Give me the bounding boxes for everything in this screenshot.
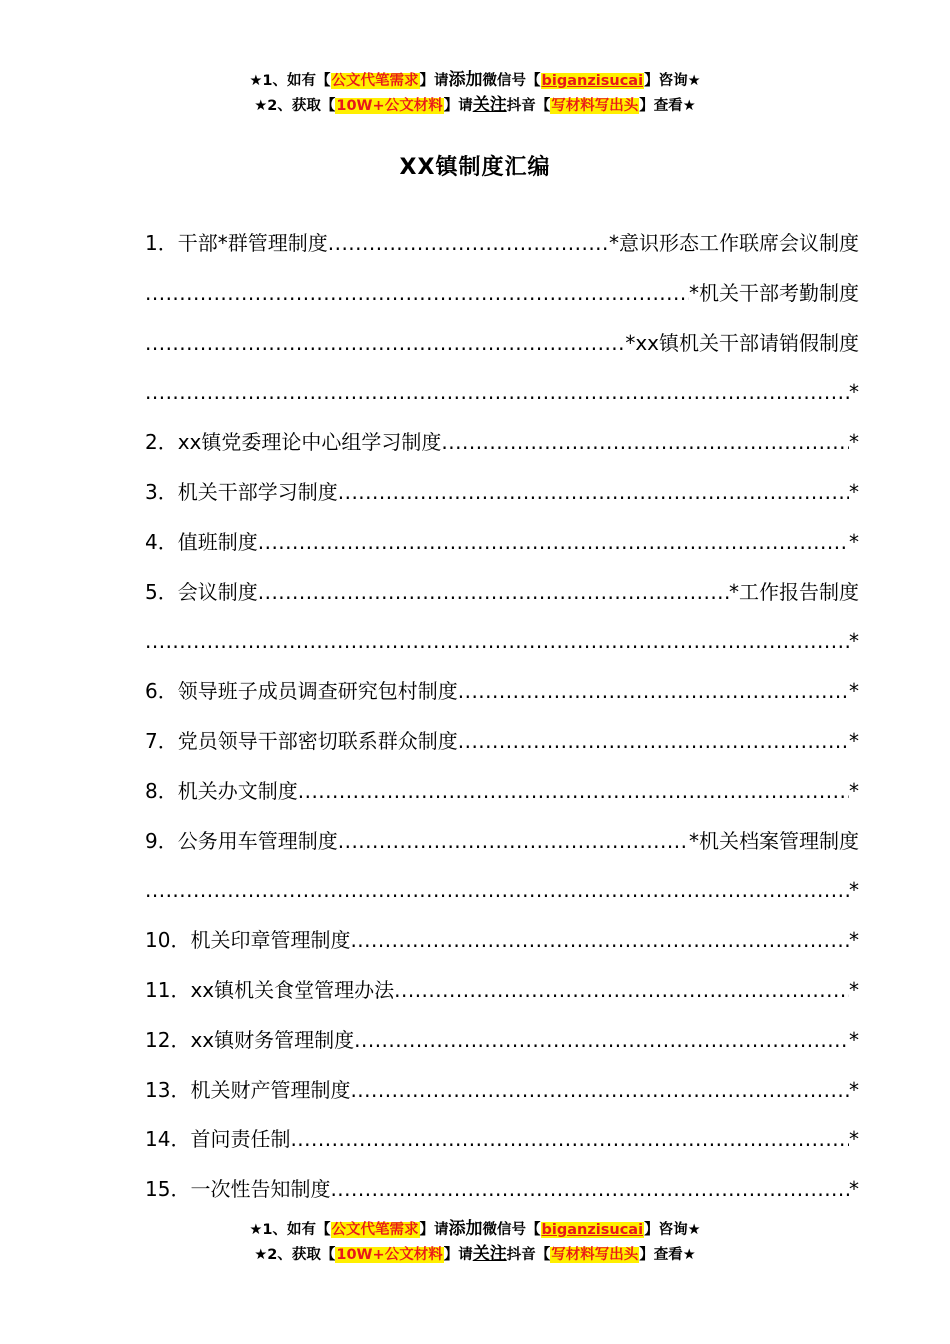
toc-label: 7．党员领导干部密切联系群众制度 <box>145 728 458 753</box>
toc-row <box>145 866 859 916</box>
toc-label: 5．会议制度 <box>145 579 258 604</box>
banner-text: 】咨询★ <box>644 73 701 89</box>
banner-text: 】请 <box>443 1247 473 1263</box>
toc-row <box>145 468 859 518</box>
toc-leader-dots <box>145 269 689 319</box>
toc-leader-dots <box>328 219 609 269</box>
toc-row <box>145 817 859 867</box>
toc-tail: * <box>849 778 859 803</box>
toc-leader-dots <box>290 1115 849 1165</box>
toc-label: 12．xx镇财务管理制度 <box>145 1027 355 1052</box>
toc-row <box>145 966 859 1016</box>
toc-row <box>145 916 859 966</box>
banner-text: 微信号【 <box>482 73 541 89</box>
banner-text: 】咨询★ <box>644 1222 701 1238</box>
toc-leader-dots <box>350 1066 849 1116</box>
toc-label: 8．机关办文制度 <box>145 778 298 803</box>
toc-tail: * <box>849 1077 859 1102</box>
toc-tail: *机关干部考勤制度 <box>689 280 859 305</box>
banner-highlight: 公文代笔需求 <box>331 1222 419 1238</box>
toc-row <box>145 319 859 369</box>
banner-text: 微信号【 <box>482 1222 541 1238</box>
banner-text: 】查看★ <box>639 1247 696 1263</box>
toc-row <box>145 219 859 269</box>
toc-tail: * <box>849 977 859 1002</box>
toc-tail: * <box>849 629 859 654</box>
toc-leader-dots <box>258 518 849 568</box>
toc-tail: *意识形态工作联席会议制度 <box>609 231 859 255</box>
toc-tail: *工作报告制度 <box>729 579 859 604</box>
banner-highlight: biganzisucai <box>541 1222 644 1238</box>
banner-text: ★1、如有【 <box>249 73 331 89</box>
document-title: XX镇制度汇编 <box>399 155 551 180</box>
toc-label: 14．首问责任制 <box>145 1127 291 1152</box>
top-banner <box>0 68 950 118</box>
toc-tail: * <box>849 928 859 953</box>
toc-row <box>145 269 859 319</box>
toc-leader-dots <box>145 368 849 418</box>
banner-emphasis: 关注 <box>472 1244 507 1264</box>
toc-row <box>145 1066 859 1116</box>
toc-label: 9．公务用车管理制度 <box>145 828 338 853</box>
toc-row <box>145 617 859 667</box>
toc-leader-dots <box>298 767 849 817</box>
toc-label: 3．机关干部学习制度 <box>145 479 338 504</box>
toc-row <box>145 368 859 418</box>
toc-tail: *机关档案管理制度 <box>689 828 859 853</box>
toc-tail: * <box>849 430 859 455</box>
toc-row <box>145 667 859 717</box>
banner-text: 抖音【 <box>506 98 551 114</box>
toc-tail: * <box>849 479 859 504</box>
toc-leader-dots <box>354 1016 849 1066</box>
toc-leader-dots <box>394 966 849 1016</box>
toc-leader-dots <box>350 916 849 966</box>
toc-tail: *xx镇机关干部请销假制度 <box>625 330 859 355</box>
bottom-banner <box>0 1217 950 1267</box>
toc-label: 13．机关财产管理制度 <box>145 1077 351 1102</box>
banner-text: ★2、获取【 <box>254 98 336 114</box>
toc-label: 4．值班制度 <box>145 529 258 554</box>
toc-label: 1．干部*群管理制度 <box>145 231 328 255</box>
banner-emphasis: 添加 <box>448 1219 483 1239</box>
banner-text: 】查看★ <box>639 98 696 114</box>
toc-tail: * <box>849 679 859 704</box>
toc-leader-dots <box>338 468 849 518</box>
banner-highlight: 写材料写出头 <box>551 1247 639 1263</box>
toc-row <box>145 767 859 817</box>
banner-line-1 <box>0 1217 950 1242</box>
toc-tail: * <box>849 1177 859 1202</box>
toc-tail: * <box>849 1127 859 1152</box>
toc-row <box>145 717 859 767</box>
toc-leader-dots <box>458 667 849 717</box>
toc-row <box>145 518 859 568</box>
toc-row <box>145 1016 859 1066</box>
banner-emphasis: 关注 <box>472 95 507 115</box>
toc-tail: * <box>849 380 859 405</box>
toc-label: 10．机关印章管理制度 <box>145 928 351 953</box>
banner-text: 】请 <box>443 98 473 114</box>
banner-highlight: 10W+公文材料 <box>336 98 443 114</box>
table-of-contents <box>145 219 859 1215</box>
toc-label: 6．领导班子成员调查研究包村制度 <box>145 679 458 704</box>
toc-label: 11．xx镇机关食堂管理办法 <box>145 977 395 1002</box>
toc-row <box>145 568 859 618</box>
toc-row <box>145 418 859 468</box>
banner-highlight: 写材料写出头 <box>551 98 639 114</box>
banner-highlight: 公文代笔需求 <box>331 73 419 89</box>
banner-text: 抖音【 <box>506 1247 551 1263</box>
toc-leader-dots <box>145 617 849 667</box>
toc-tail: * <box>849 1027 859 1052</box>
toc-leader-dots <box>330 1165 849 1215</box>
toc-label: 2．xx镇党委理论中心组学习制度 <box>145 430 442 455</box>
toc-row <box>145 1165 859 1215</box>
banner-highlight: biganzisucai <box>541 73 644 89</box>
toc-label: 15．一次性告知制度 <box>145 1177 331 1202</box>
toc-tail: * <box>849 878 859 903</box>
banner-text: 】请 <box>419 73 449 89</box>
toc-leader-dots <box>441 418 849 468</box>
toc-leader-dots <box>338 817 689 867</box>
banner-text: 】请 <box>419 1222 449 1238</box>
toc-tail: * <box>849 728 859 753</box>
banner-line-2 <box>0 93 950 118</box>
toc-leader-dots <box>145 319 625 369</box>
banner-line-1 <box>0 68 950 93</box>
banner-text: ★2、获取【 <box>254 1247 336 1263</box>
banner-emphasis: 添加 <box>448 70 483 90</box>
banner-line-2 <box>0 1242 950 1267</box>
toc-leader-dots <box>258 568 729 618</box>
banner-text: ★1、如有【 <box>249 1222 331 1238</box>
toc-leader-dots <box>145 866 849 916</box>
toc-row <box>145 1115 859 1165</box>
toc-tail: * <box>849 529 859 554</box>
toc-leader-dots <box>458 717 849 767</box>
banner-highlight: 10W+公文材料 <box>336 1247 443 1263</box>
